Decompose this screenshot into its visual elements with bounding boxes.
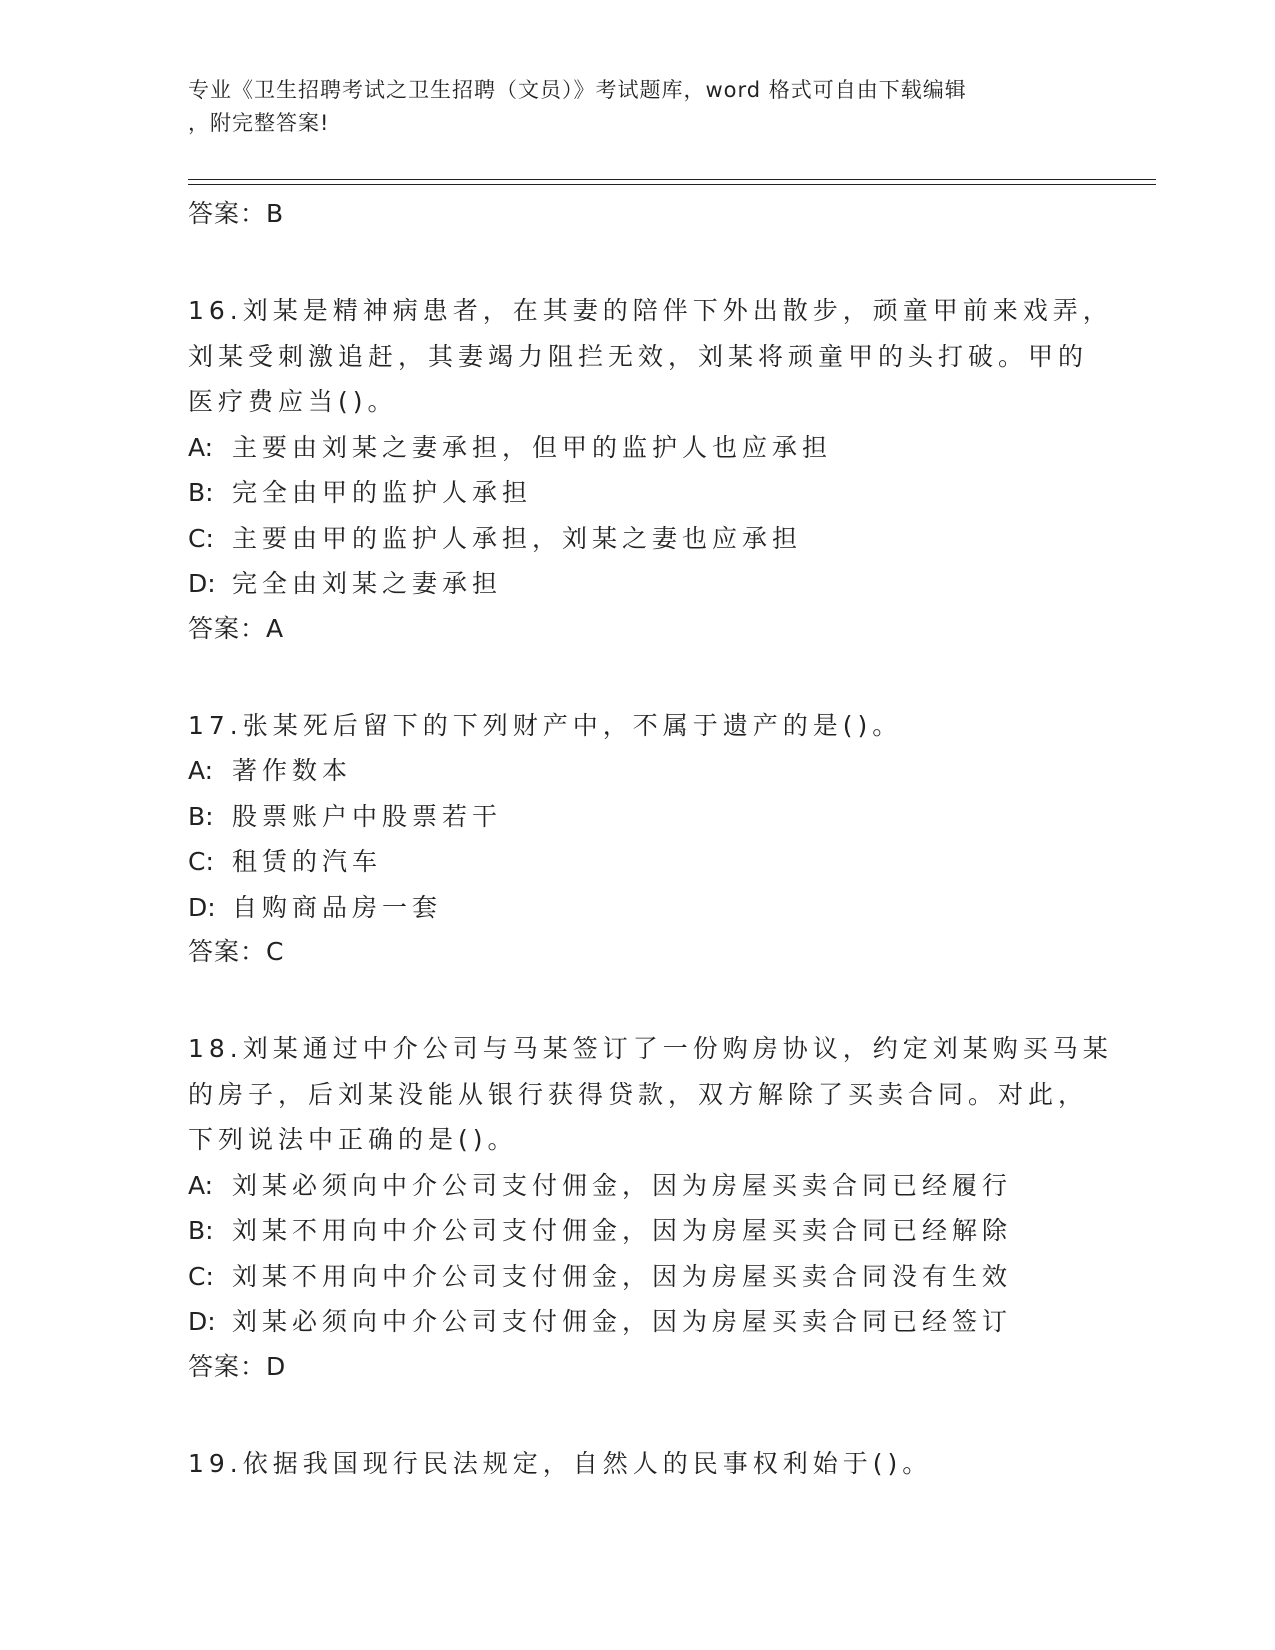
question-17-option-b [188,794,1168,840]
question-17-option-a [188,748,1168,794]
option-key: C: [188,1261,214,1291]
question-18-option-a [188,1163,1168,1209]
option-key: D: [188,892,216,922]
question-17-line-1: 17.张某死后留下的下列财产中，不属于遗产的是()。 [188,710,903,740]
question-17-option-d [188,885,1168,931]
question-18-line-3: 下列说法中正确的是()。 [188,1125,518,1154]
question-18-line-2: 的房子，后刘某没能从银行获得贷款，双方解除了买卖合同。对此， [188,1079,1089,1109]
answer-15: 答案：B [188,199,285,228]
option-key: B: [188,478,214,507]
question-16-option-c [188,516,1168,562]
question-list [188,192,1168,1486]
option-text: 自购商品房一套 [232,892,443,922]
header-line-2: ，附完整答案! [188,111,330,135]
option-key: D: [188,569,216,598]
option-text: 刘某不用向中介公司支付佣金，因为房屋买卖合同没有生效 [232,1261,1013,1291]
option-text: 刘某必须向中介公司支付佣金，因为房屋买卖合同已经签订 [232,1307,1013,1336]
answer-16: 答案：A [188,613,285,643]
option-text: 完全由刘某之妻承担 [232,569,503,598]
question-18 [188,1026,1168,1389]
option-text: 租赁的汽车 [232,847,383,876]
option-key: C: [188,523,214,553]
option-text: 完全由甲的监护人承担 [232,478,533,507]
option-text: 主要由刘某之妻承担，但甲的监护人也应承担 [232,432,833,462]
option-key: B: [188,1216,214,1245]
option-key: A: [188,432,214,462]
option-key: B: [188,801,214,831]
question-19-line-1: 19.依据我国现行民法规定，自然人的民事权利始于()。 [188,1448,933,1478]
header-line-1: 专业《卫生招聘考试之卫生招聘（文员）》考试题库，word 格式可自由下载编辑 [188,78,967,102]
option-text: 著作数本 [232,756,353,785]
answer-17: 答案：C [188,937,285,966]
question-18-option-b [188,1208,1168,1254]
question-16-option-d [188,561,1168,607]
question-18-option-d [188,1299,1168,1345]
question-16-line-1: 16.刘某是精神病患者，在其妻的陪伴下外出散步，顽童甲前来戏弄， [188,296,1113,325]
option-text: 刘某不用向中介公司支付佣金，因为房屋买卖合同已经解除 [232,1216,1013,1245]
option-text: 刘某必须向中介公司支付佣金，因为房屋买卖合同已经履行 [232,1170,1013,1200]
option-text: 股票账户中股票若干 [232,801,503,831]
question-18-line-1: 18.刘某通过中介公司与马某签订了一份购房协议，约定刘某购买马某 [188,1034,1113,1063]
question-17 [188,703,1168,975]
document-header [188,74,1088,140]
question-16-line-2: 刘某受刺激追赶，其妻竭力阻拦无效，刘某将顽童甲的头打破。甲的 [188,341,1089,371]
question-16-line-3: 医疗费应当()。 [188,387,398,416]
header-divider-top [188,179,1156,180]
question-17-option-c [188,839,1168,885]
option-key: D: [188,1307,216,1336]
question-19 [188,1441,1168,1487]
question-16-option-b [188,470,1168,516]
option-key: A: [188,1170,214,1200]
header-divider-bottom [188,184,1156,185]
option-text: 主要由甲的监护人承担，刘某之妻也应承担 [232,523,803,553]
option-key: C: [188,847,214,876]
question-16 [188,288,1168,651]
question-18-option-c [188,1254,1168,1300]
answer-18: 答案：D [188,1351,287,1381]
question-16-option-a [188,425,1168,471]
option-key: A: [188,756,214,785]
